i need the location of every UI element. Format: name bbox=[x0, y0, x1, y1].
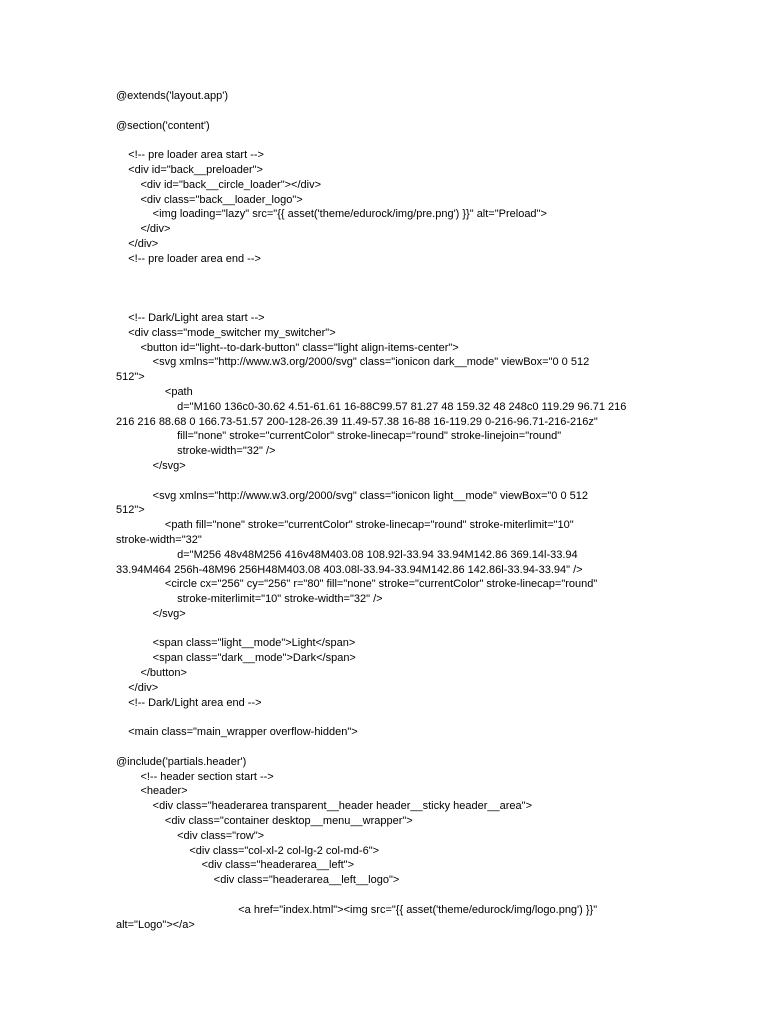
code-line: <svg xmlns="http://www.w3.org/2000/svg" class="ionicon dark__mode" viewBox="0 0 512 bbox=[116, 356, 590, 369]
code-line: <div class="headerarea__left__logo"> bbox=[116, 874, 400, 887]
code-line: </button> bbox=[116, 667, 187, 680]
code-line: <main class="main_wrapper overflow-hidden"> bbox=[116, 726, 358, 739]
code-line: <div class="mode_switcher my_switcher"> bbox=[116, 326, 336, 339]
code-line: <div id="back__circle_loader"></div> bbox=[116, 178, 322, 191]
code-line: <!-- pre loader area start --> bbox=[116, 149, 264, 162]
code-line bbox=[116, 267, 656, 282]
code-line: <!-- Dark/Light area end --> bbox=[116, 696, 262, 709]
code-line: <svg xmlns="http://www.w3.org/2000/svg" class="ionicon light__mode" viewBox="0 0 512 bbox=[116, 489, 588, 502]
code-line: <img loading="lazy" src="{{ asset('theme/edurock/img/pre.png') }}" alt="Preload"> bbox=[116, 208, 547, 221]
code-line bbox=[116, 622, 656, 637]
code-line: <div class="container desktop__menu__wrapper"> bbox=[116, 815, 413, 828]
document-page bbox=[116, 89, 656, 932]
code-line: fill="none" stroke="currentColor" stroke-linecap="round" stroke-linejoin="round" bbox=[116, 430, 562, 443]
code-line: <div class="row"> bbox=[116, 829, 265, 842]
code-line: <div id="back__preloader"> bbox=[116, 163, 263, 176]
code-line: </svg> bbox=[116, 607, 186, 620]
code-line: 512"> bbox=[116, 371, 145, 384]
code-line: <path bbox=[116, 385, 193, 398]
code-line: 512"> bbox=[116, 504, 145, 517]
code-line bbox=[116, 888, 656, 903]
code-line: <span class="dark__mode">Dark</span> bbox=[116, 652, 356, 665]
code-line: <button id="light--to-dark-button" class="light align-items-center"> bbox=[116, 341, 459, 354]
code-line: stroke-width="32" bbox=[116, 533, 202, 546]
code-line bbox=[116, 104, 656, 119]
code-line: stroke-width="32" /> bbox=[116, 445, 276, 458]
code-line: 216 216 88.68 0 166.73-51.57 200-128-26.39 11.49-57.38 16-88 16-119.29 0-216-96.71-216-216z" bbox=[116, 415, 598, 428]
code-line: d="M160 136c0-30.62 4.51-61.61 16-88C99.57 81.27 48 159.32 48 248c0 119.29 96.71 216 bbox=[116, 400, 627, 413]
code-line: <div class="back__loader_logo"> bbox=[116, 193, 303, 206]
code-line: </svg> bbox=[116, 459, 186, 472]
code-line: </div> bbox=[116, 223, 171, 236]
code-line: alt="Logo"></a> bbox=[116, 918, 195, 931]
code-line: <!-- pre loader area end --> bbox=[116, 252, 261, 265]
code-line bbox=[116, 710, 656, 725]
code-line bbox=[116, 281, 656, 296]
code-line bbox=[116, 133, 656, 148]
code-line: <header> bbox=[116, 785, 188, 798]
code-line: @include('partials.header') bbox=[116, 755, 247, 768]
code-line: <div class="headerarea transparent__header header__sticky header__area"> bbox=[116, 800, 532, 813]
code-line: d="M256 48v48M256 416v48M403.08 108.92l-33.94 33.94M142.86 369.14l-33.94 bbox=[116, 548, 578, 561]
code-line: <span class="light__mode">Light</span> bbox=[116, 637, 356, 650]
code-line: <div class="col-xl-2 col-lg-2 col-md-6"> bbox=[116, 844, 380, 857]
code-line bbox=[116, 296, 656, 311]
code-line: @extends('layout.app') bbox=[116, 90, 228, 102]
code-line: 33.94M464 256h-48M96 256H48M403.08 403.08l-33.94-33.94M142.86 142.86l-33.94-33.94" /> bbox=[116, 563, 583, 576]
code-line: </div> bbox=[116, 237, 159, 250]
code-line: </div> bbox=[116, 681, 159, 694]
code-line bbox=[116, 474, 656, 489]
code-line: <path fill="none" stroke="currentColor" stroke-linecap="round" stroke-miterlimit="10" bbox=[116, 519, 574, 532]
code-line: <!-- header section start --> bbox=[116, 770, 274, 783]
code-line: <circle cx="256" cy="256" r="80" fill="none" stroke="currentColor" stroke-linecap="round" bbox=[116, 578, 598, 591]
code-line bbox=[116, 740, 656, 755]
code-line: @section('content') bbox=[116, 119, 210, 132]
code-line: <div class="headerarea__left"> bbox=[116, 859, 355, 872]
code-line: <a href="index.html"><img src="{{ asset('theme/edurock/img/logo.png') }}" bbox=[116, 903, 598, 916]
code-line: <!-- Dark/Light area start --> bbox=[116, 311, 265, 324]
code-line: stroke-miterlimit="10" stroke-width="32" /> bbox=[116, 593, 383, 606]
